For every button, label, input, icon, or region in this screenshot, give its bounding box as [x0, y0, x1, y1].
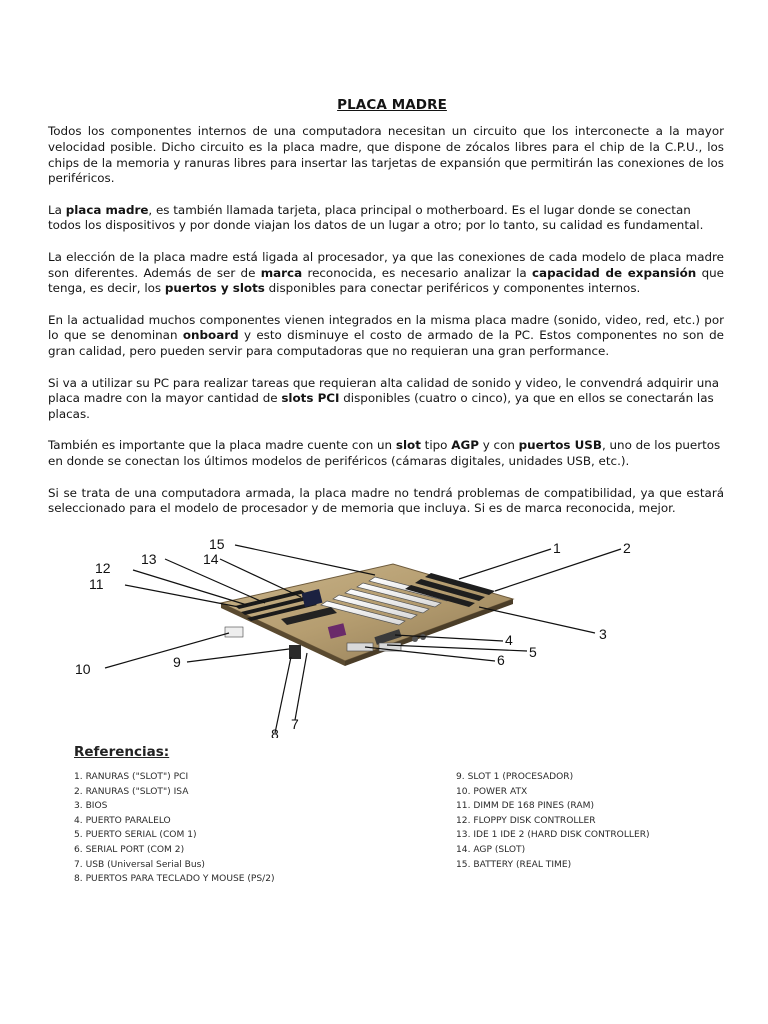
callout-8: 8 — [271, 726, 279, 738]
body-paragraph — [48, 438, 724, 470]
body-paragraph — [48, 203, 724, 235]
reference-item: 2. RANURAS ("SLOT") ISA — [74, 786, 189, 797]
callout-1: 1 — [553, 540, 561, 556]
reference-item: 13. IDE 1 IDE 2 (HARD DISK CONTROLLER) — [456, 830, 650, 841]
reference-item: 1. RANURAS ("SLOT") PCI — [74, 772, 189, 782]
callout-15: 15 — [209, 536, 225, 552]
reference-item: 10. POWER ATX — [456, 786, 528, 797]
body-paragraph — [48, 250, 724, 297]
references-title: Referencias: — [74, 744, 170, 760]
bold-term: puertos y slots — [164, 281, 265, 296]
callout-10: 10 — [75, 661, 91, 677]
callout-5: 5 — [529, 644, 537, 660]
reference-item: 11. DIMM DE 168 PINES (RAM) — [456, 801, 594, 812]
bold-term: onboard — [182, 328, 239, 343]
body-paragraph — [48, 124, 724, 187]
reference-item: 15. BATTERY (REAL TIME) — [456, 859, 572, 870]
text-run: Todos los componentes internos de una computadora necesitan un circuito que los interconecte a la mayor velocidad posible. Dicho circuito es la placa madre, que dispone de zócalos libres para el chip de la C.P.U., los chips de la memoria y ranuras libres para insertar las tarjetas de expansión que permitirán las conexiones de los periféricos. — [48, 124, 724, 186]
text-run: disponibles para conectar periféricos y componentes internos. — [264, 281, 641, 296]
text-run: Si se trata de una computadora armada, la placa madre no tendrá problemas de compatibilidad, ya que estará seleccionado para el modelo de procesador y de memoria que incluya. Si es de marca reconocida, mejor. — [48, 485, 724, 516]
references-list-left — [74, 770, 404, 887]
bold-term: slot — [395, 438, 421, 453]
text-run: En la actualidad muchos componentes vienen integrados en la misma placa madre (sonido, video, red, etc.) por lo que se denominan — [48, 312, 724, 343]
references-list-right — [456, 770, 696, 872]
reference-item: 3. BIOS — [74, 801, 108, 812]
callout-7: 7 — [291, 716, 299, 732]
document-title: PLACA MADRE — [337, 97, 447, 113]
reference-item: 9. SLOT 1 (PROCESADOR) — [456, 772, 574, 782]
body-paragraph — [48, 376, 724, 423]
text-run: que tenga, es decir, los — [48, 265, 724, 296]
text-run: También es importante que la placa madre cuente con un — [48, 438, 396, 453]
body-paragraph — [48, 313, 724, 360]
bold-term: slots PCI — [281, 391, 340, 406]
text-run: La — [48, 202, 66, 217]
text-run: y esto disminuye el costo de armado de la PC. Estos componentes no son de gran calidad, pero pueden servir para computadoras que no requieran una gran performance. — [48, 328, 724, 359]
reference-item: 6. SERIAL PORT (COM 2) — [74, 844, 185, 855]
reference-item: 12. FLOPPY DISK CONTROLLER — [456, 815, 596, 826]
callout-11: 11 — [89, 576, 104, 592]
bold-term: AGP — [451, 438, 479, 453]
callout-6: 6 — [497, 652, 505, 668]
bold-term: placa madre — [65, 202, 149, 217]
text-run: , uno de los puertos en donde se conectan los últimos modelos de periféricos (cámaras digitales, unidades USB, etc.). — [48, 438, 721, 469]
reference-item: 5. PUERTO SERIAL (COM 1) — [74, 830, 197, 841]
callout-9: 9 — [173, 654, 181, 670]
motherboard-diagram — [75, 533, 641, 738]
bold-term: capacidad de expansión — [532, 265, 697, 280]
reference-item: 8. PUERTOS PARA TECLADO Y MOUSE (PS/2) — [74, 874, 275, 885]
bold-term: marca — [260, 265, 303, 280]
text-run: , es también llamada tarjeta, placa principal o motherboard. Es el lugar donde se conectan todos los dispositivos y por donde viajan los datos de un lugar a otro; por lo tanto, su calidad es fundamental. — [48, 202, 704, 233]
reference-item: 4. PUERTO PARALELO — [74, 815, 171, 826]
text-run: tipo — [420, 438, 452, 453]
text-run: reconocida, es necesario analizar la — [302, 265, 532, 280]
callout-2: 2 — [623, 540, 631, 556]
text-run: Si va a utilizar su PC para realizar tareas que requieran alta calidad de sonido y video, le convendrá adquirir una placa madre con la mayor cantidad de — [48, 375, 720, 406]
callout-3: 3 — [599, 626, 607, 642]
text-run: disponibles (cuatro o cinco), ya que en ellos se conectarán las placas. — [48, 391, 714, 422]
callout-13: 13 — [141, 551, 157, 567]
body-paragraph — [48, 486, 724, 518]
text-run: La elección de la placa madre está ligada al procesador, ya que las conexiones de cada modelo de placa madre son diferentes. Además de ser de — [48, 249, 724, 280]
callout-12: 12 — [95, 560, 111, 576]
callout-14: 14 — [203, 551, 219, 567]
callout-4: 4 — [505, 632, 513, 648]
reference-item: 7. USB (Universal Serial Bus) — [74, 859, 205, 870]
text-run: y con — [478, 438, 519, 453]
reference-item: 14. AGP (SLOT) — [456, 844, 526, 855]
document-body — [48, 124, 724, 533]
bold-term: puertos USB — [518, 438, 602, 453]
motherboard-figure — [75, 533, 641, 738]
